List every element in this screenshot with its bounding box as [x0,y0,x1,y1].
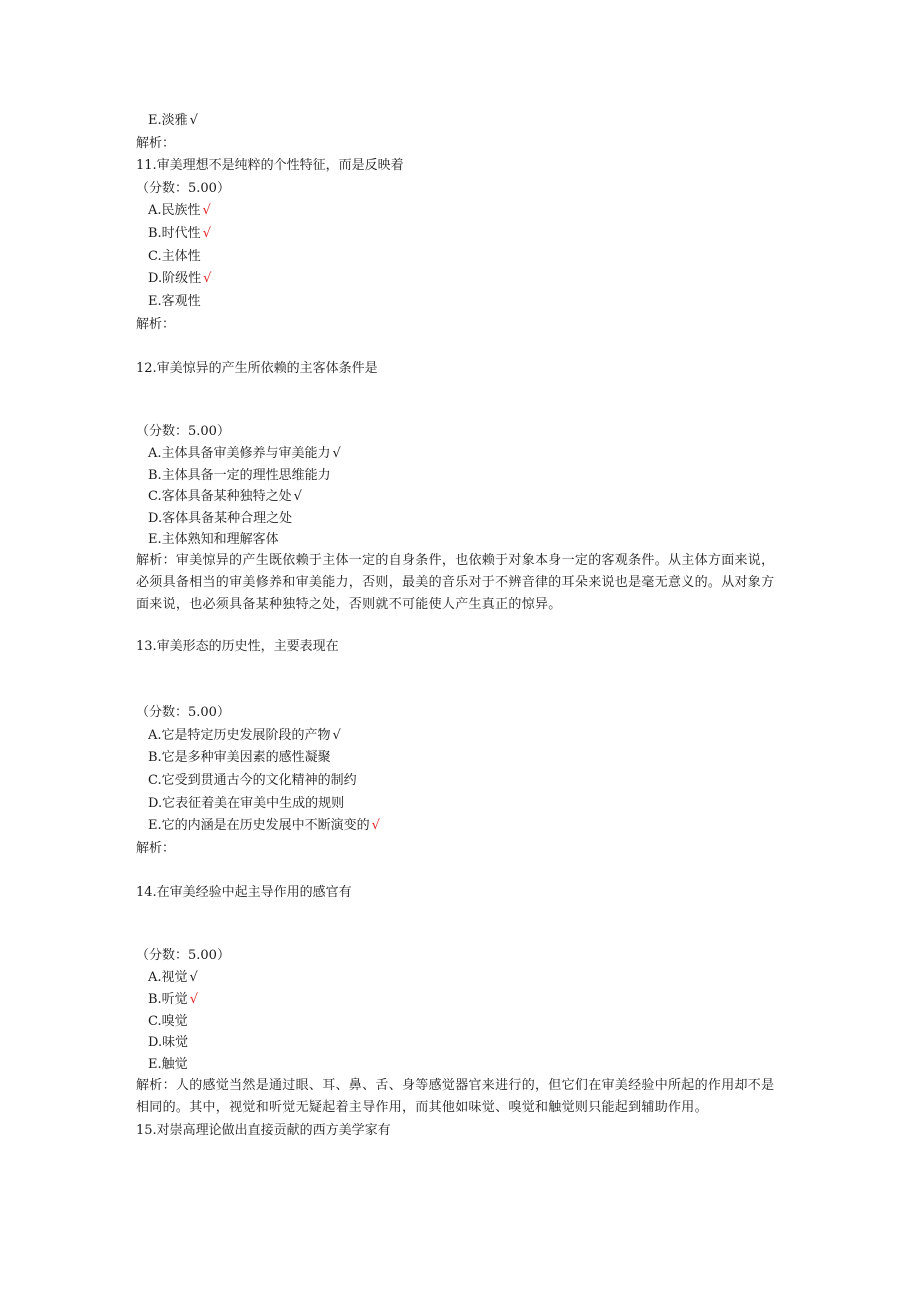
check-mark-icon: √ [293,489,302,504]
option-e: E.它的内涵是在历史发展中不断演变的 √ [148,818,380,833]
option-e-q10: E.淡雅 √ [148,113,198,128]
analysis-text: 解析：人的感觉当然是通过眼、耳、鼻、舌、身等感觉器官来进行的，但它们在审美经验中所起的作用却不是相同的。其中，视觉和听觉无疑起着主导作用，而其他如味觉、嗅觉和触觉则只能起到辅助作用。 [136,1078,775,1115]
analysis-label: 解析： [136,317,176,332]
option-a: A.它是特定历史发展阶段的产物 √ [148,728,341,743]
check-mark-icon: √ [189,992,198,1007]
option-b: B.时代性 √ [148,226,211,241]
analysis-label: 解析： [136,136,176,151]
option-c: C.客体具备某种独特之处 √ [148,489,302,504]
score: （分数：5.00） [136,181,230,196]
check-mark-icon: √ [189,113,198,128]
option-d: D.它表征着美在审美中生成的规则 [148,796,345,811]
check-mark-icon: √ [332,728,341,743]
option-a: A.主体具备审美修养与审美能力 √ [148,446,341,461]
analysis-label: 解析： [136,841,176,856]
option-a: A.视觉 √ [148,970,198,985]
check-mark-icon: √ [202,203,211,218]
question-15: 15.对崇高理论做出直接贡献的西方美学家有 [136,1123,391,1138]
option-e: E.触觉 [148,1057,188,1072]
score: （分数：5.00） [136,948,230,963]
analysis-text: 解析：审美惊异的产生既依赖于主体一定的自身条件，也依赖于对象本身一定的客观条件。从主体方面来说，必须具备相当的审美修养和审美能力，否则，最美的音乐对于不辨音律的耳朵来说也是毫无意义的。从对象方面来说，也必须具备某种独特之处，否则就不可能使人产生真正的惊异。 [136,553,775,612]
option-d: D.客体具备某种合理之处 [148,511,293,526]
option-c: C.嗅觉 [148,1014,188,1029]
check-mark-icon: √ [203,271,212,286]
question-11: 11.审美理想不是纯粹的个性特征，而是反映着 [136,158,404,173]
check-mark-icon: √ [371,818,380,833]
option-b: B.它是多种审美因素的感性凝聚 [148,750,331,765]
option-c: C.主体性 [148,249,201,264]
score: （分数：5.00） [136,424,230,439]
option-c: C.它受到贯通古今的文化精神的制约 [148,773,357,788]
check-mark-icon: √ [202,226,211,241]
question-14: 14.在审美经验中起主导作用的感官有 [136,885,352,900]
option-d: D.味觉 [148,1035,189,1050]
check-mark-icon: √ [189,970,198,985]
option-e: E.主体熟知和理解客体 [148,532,279,547]
check-mark-icon: √ [332,446,341,461]
option-b: B.主体具备一定的理性思维能力 [148,468,331,483]
option-b: B.听觉 √ [148,992,198,1007]
score: （分数：5.00） [136,705,230,720]
question-12: 12.审美惊异的产生所依赖的主客体条件是 [136,361,378,376]
option-d: D.阶级性 √ [148,271,212,286]
option-e: E.客观性 [148,294,201,309]
option-a: A.民族性 √ [148,203,211,218]
question-13: 13.审美形态的历史性，主要表现在 [136,639,339,654]
